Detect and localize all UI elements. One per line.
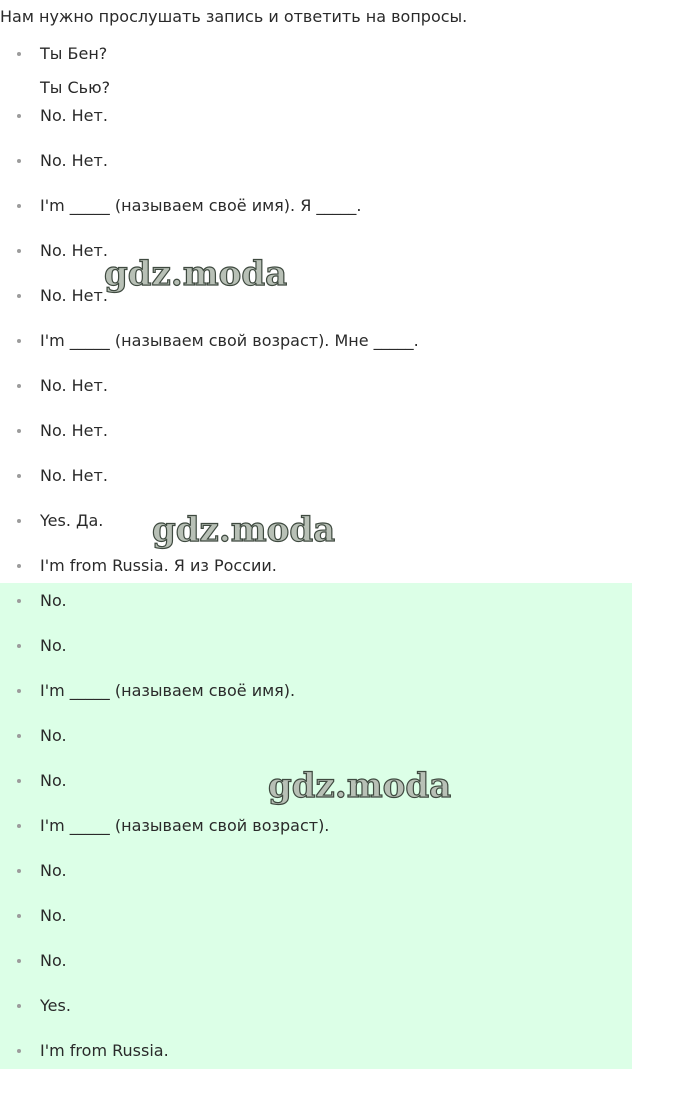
answer-list-ru <box>0 31 632 76</box>
list-item: No. Нет. <box>0 408 632 453</box>
list-item: No. <box>0 578 632 623</box>
english-answers-block <box>0 583 632 1069</box>
list-item: I'm from Russia. <box>0 1028 632 1073</box>
list-item: No. <box>0 713 632 758</box>
list-item: No. Нет. <box>0 93 632 138</box>
watermark-logo: gdz.moda <box>104 254 288 294</box>
answer-list-en <box>0 578 632 1073</box>
list-item: No. Нет. <box>0 138 632 183</box>
list-item: I'm _____ (называем свой возраст). Мне _____. <box>0 318 632 363</box>
list-item: No. Нет. <box>0 363 632 408</box>
list-item: I'm from Russia. Я из России. <box>0 543 632 588</box>
watermark-logo: gdz.moda <box>152 510 336 550</box>
list-item: I'm _____ (называем своё имя). Я _____. <box>0 183 632 228</box>
list-item: I'm _____ (называем свой возраст). <box>0 803 632 848</box>
list-item: Yes. Да. <box>0 498 632 543</box>
list-item: No. Нет. <box>0 228 632 273</box>
list-item: Ты Бен? <box>0 31 632 76</box>
list-item-partially-hidden: Ты Сью? <box>40 78 111 97</box>
watermark-logo: gdz.moda <box>268 766 452 806</box>
list-item: Yes. <box>0 983 632 1028</box>
intro-text: Нам нужно прослушать запись и ответить на вопросы. <box>0 7 468 26</box>
list-item: No. Нет. <box>0 273 632 318</box>
list-item: No. <box>0 938 632 983</box>
list-item: No. <box>0 893 632 938</box>
list-item: No. <box>0 758 632 803</box>
list-item: I'm _____ (называем своё имя). <box>0 668 632 713</box>
list-item: No. <box>0 623 632 668</box>
list-item: No. <box>0 848 632 893</box>
list-item: No. Нет. <box>0 453 632 498</box>
